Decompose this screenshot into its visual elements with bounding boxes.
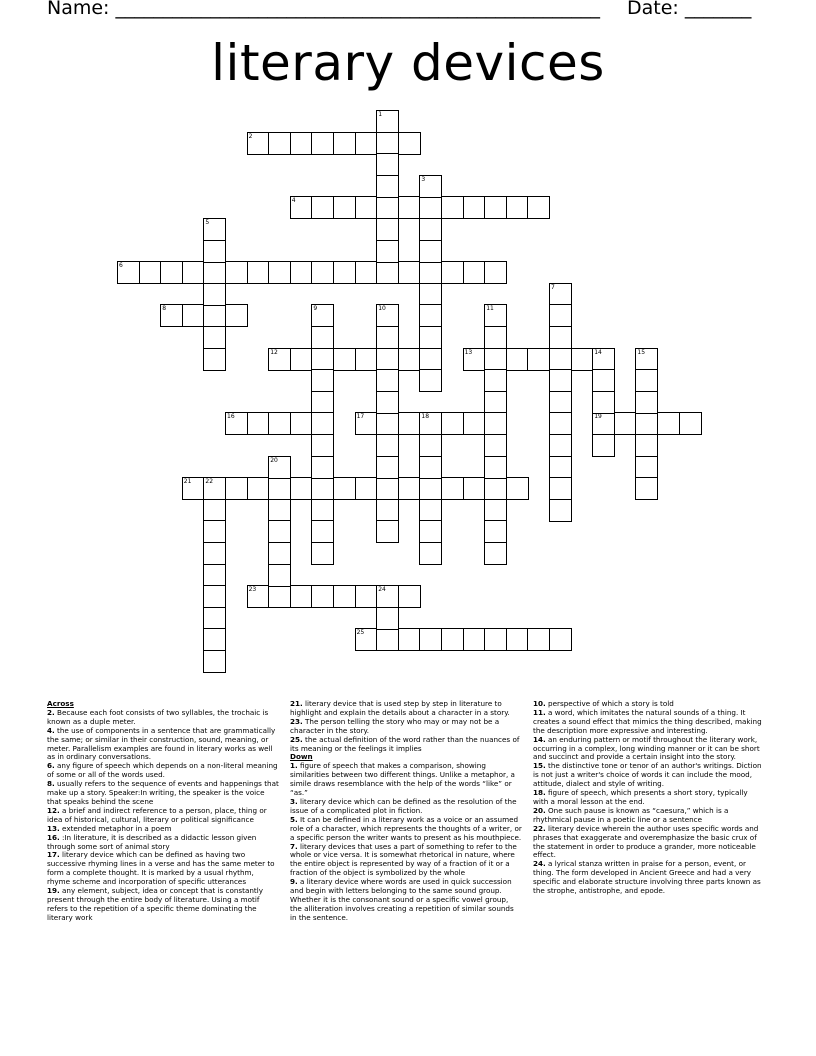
crossword-cell[interactable]: [376, 434, 399, 457]
clue-item-number: 14.: [533, 734, 546, 744]
crossword-cell[interactable]: [549, 326, 572, 349]
crossword-cell[interactable]: [203, 261, 226, 284]
clue-item-text: the distinctive tone or tenor of an author's writings. Diction is not just a writer's choice of words it can include the mood, attitude, dialect and style of writing.: [533, 761, 762, 789]
clue-number: 20: [270, 456, 278, 464]
crossword-cell[interactable]: [635, 412, 658, 435]
crossword-cell[interactable]: [268, 564, 291, 587]
crossword-cell[interactable]: [355, 412, 378, 435]
crossword-cell[interactable]: [182, 304, 205, 327]
clue-item: [47, 851, 279, 887]
clue-item-text: It can be defined in a literary work as a voice or an assumed role of a character, which represents the thoughts of a writer, or a specific person the writer wants to present as his mouthpiece.: [290, 814, 522, 842]
clue-item-number: 10.: [533, 699, 546, 708]
crossword-cell[interactable]: [203, 607, 226, 630]
crossword-cell[interactable]: [203, 477, 226, 500]
crossword-cell[interactable]: [376, 477, 399, 500]
clue-item-number: 18.: [533, 788, 546, 798]
crossword-cell[interactable]: [398, 628, 421, 651]
clue-item-number: 24.: [533, 859, 546, 869]
crossword-cell[interactable]: [484, 520, 507, 543]
crossword-cell[interactable]: [311, 499, 334, 522]
clue-item-text: the use of components in a sentence that are grammatically the same; or similar in their construction, sound, meaning, or meter. Parallelism examples are found in literary works as well as in ordinary conversations.: [47, 725, 276, 762]
crossword-cell[interactable]: [355, 132, 378, 155]
crossword-cell[interactable]: [592, 348, 615, 371]
crossword-cell[interactable]: [376, 585, 399, 608]
crossword-cell[interactable]: [182, 477, 205, 500]
crossword-cell[interactable]: [268, 132, 291, 155]
crossword-cell[interactable]: [268, 499, 291, 522]
crossword-cell[interactable]: [398, 261, 421, 284]
crossword-cell[interactable]: [203, 499, 226, 522]
clue-item-text: usually refers to the sequence of events and happenings that make up a story. Speaker:In writing, the speaker is the voice that speaks behind the scene: [47, 779, 279, 806]
clue-item-number: 20.: [533, 805, 546, 815]
clue-number: 3: [421, 175, 426, 183]
clue-item-text: The person telling the story who may or may not be a character in the story.: [290, 716, 500, 735]
clue-item-text: a literary device where words are used in quick succession and begin with letters belonging to the same sound group. Whether it is the consonant sound or a specific vowel group, the alliteration involves creating a repetition of similar sounds in the sentence.: [290, 877, 514, 922]
crossword-cell[interactable]: [506, 348, 529, 371]
crossword-cell[interactable]: [355, 585, 378, 608]
clue-item-text: a lyrical stanza written in praise for a person, event, or thing. The form developed in Ancient Greece and had a very specific and elaborate structure involving three parts known as the strophe, antistrophe, and epode.: [533, 859, 761, 896]
crossword-cell[interactable]: [268, 456, 291, 479]
clue-item: [47, 807, 279, 825]
clue-item-number: 17.: [47, 850, 60, 860]
crossword-cell[interactable]: [419, 240, 442, 263]
crossword-cell[interactable]: [441, 477, 464, 500]
crossword-cell[interactable]: [376, 132, 399, 155]
clue-item-number: 25.: [290, 734, 303, 744]
crossword-cell[interactable]: [203, 520, 226, 543]
crossword-cell[interactable]: [419, 520, 442, 543]
crossword-cell[interactable]: [419, 542, 442, 565]
crossword-cell[interactable]: [225, 261, 248, 284]
crossword-cell[interactable]: [376, 499, 399, 522]
clue-number: 25: [356, 629, 365, 637]
crossword-cell[interactable]: [203, 650, 226, 673]
clue-number: 1: [378, 111, 383, 118]
clue-number: 14: [594, 348, 602, 356]
crossword-cell[interactable]: [441, 196, 464, 219]
crossword-cell[interactable]: [419, 304, 442, 327]
crossword-cell[interactable]: [549, 412, 572, 435]
crossword-cell[interactable]: [203, 218, 226, 241]
crossword-cell[interactable]: [268, 585, 291, 608]
crossword-cell[interactable]: [506, 196, 529, 219]
clue-item: [47, 834, 279, 852]
crossword-cell[interactable]: [635, 477, 658, 500]
crossword-cell[interactable]: [657, 412, 680, 435]
crossword-cell[interactable]: [484, 412, 507, 435]
crossword-cell[interactable]: [290, 196, 313, 219]
crossword-cell[interactable]: [376, 218, 399, 241]
crossword-cell[interactable]: [160, 304, 183, 327]
clue-item-text: One such pause is known as “caesura,” which is a rhythmical pause in a poetic line or a sentence: [533, 805, 729, 824]
crossword-cell[interactable]: [398, 585, 421, 608]
crossword-cell[interactable]: [311, 304, 334, 327]
clue-item-number: 23.: [290, 716, 303, 726]
clue-item-text: literary device which can be defined as having two successive rhyming lines in a verse and has the same meter to form a complete thought. It is marked by a usual rhythm, rhyme scheme and incorporation of specific utterances: [47, 850, 275, 887]
crossword-cell[interactable]: [311, 261, 334, 284]
clue-number: 15: [637, 348, 646, 356]
crossword-cell[interactable]: [463, 348, 486, 371]
crossword-cell[interactable]: [419, 477, 442, 500]
crossword-cell[interactable]: [463, 628, 486, 651]
crossword-cell[interactable]: [333, 261, 356, 284]
crossword-cell[interactable]: [311, 348, 334, 371]
crossword-cell[interactable]: [376, 456, 399, 479]
crossword-cell[interactable]: [463, 412, 486, 435]
clue-number: 11: [486, 305, 494, 313]
clue-item-number: 2.: [47, 707, 55, 717]
crossword-cell[interactable]: [419, 434, 442, 457]
clue-item: [290, 843, 522, 879]
crossword-cell[interactable]: [549, 434, 572, 457]
clue-item-number: 16.: [47, 832, 60, 842]
clue-number: 16: [227, 413, 235, 421]
clue-item-number: 3.: [290, 796, 298, 806]
clue-number: 22: [205, 478, 214, 486]
crossword-cell[interactable]: [419, 326, 442, 349]
crossword-cell[interactable]: [225, 304, 248, 327]
crossword-cell[interactable]: [290, 261, 313, 284]
clue-item-number: 6.: [47, 761, 55, 771]
crossword-cell[interactable]: [549, 391, 572, 414]
crossword-cell[interactable]: [419, 628, 442, 651]
crossword-cell[interactable]: [484, 391, 507, 414]
crossword-cell[interactable]: [419, 261, 442, 284]
clue-item-text: a word, which imitates the natural sounds of a thing. It creates a sound effect that mimics the thing described, making the description more expressive and interesting.: [533, 707, 762, 735]
clue-item-text: :In literature, it is described as a didactic lesson given through some sort of animal story: [47, 832, 257, 851]
clue-heading: Down: [290, 752, 313, 762]
crossword-cell[interactable]: [592, 369, 615, 392]
crossword-cell[interactable]: [247, 261, 270, 284]
clue-item: [290, 798, 522, 816]
crossword-cell[interactable]: [355, 628, 378, 651]
clue-item-number: 13.: [47, 823, 60, 833]
crossword-cell[interactable]: [484, 456, 507, 479]
clue-item-text: figure of speech, which presents a short story, typically with a moral lesson at the end.: [533, 788, 748, 806]
crossword-cell[interactable]: [419, 499, 442, 522]
clue-item-number: 7.: [290, 841, 298, 851]
crossword-cell[interactable]: [376, 326, 399, 349]
clue-item-text: the actual definition of the word rather than the nuances of its meaning or the feelings it implies: [290, 734, 520, 753]
crossword-cell[interactable]: [549, 499, 572, 522]
clue-item: [290, 700, 522, 718]
crossword-cell[interactable]: [484, 628, 507, 651]
clue-number: 6: [119, 262, 123, 270]
crossword-cell[interactable]: [549, 456, 572, 479]
crossword-cell[interactable]: [549, 304, 572, 327]
crossword-cell[interactable]: [117, 261, 140, 284]
clue-number: 24: [378, 586, 386, 594]
clue-item-text: perspective of which a story is told: [545, 699, 674, 708]
crossword-cell[interactable]: [376, 607, 399, 630]
crossword-cell[interactable]: [311, 196, 334, 219]
crossword-cell[interactable]: [398, 477, 421, 500]
crossword-cell[interactable]: [311, 412, 334, 435]
crossword-cell[interactable]: [268, 348, 291, 371]
clue-item-text: a brief and indirect reference to a person, place, thing or idea of historical, cultural, literary or political significance: [47, 805, 267, 824]
crossword-cell[interactable]: [484, 348, 507, 371]
crossword-cell[interactable]: [376, 412, 399, 435]
clue-item-number: 1.: [290, 761, 298, 771]
crossword-cell[interactable]: [311, 369, 334, 392]
clue-item-text: extended metaphor in a poem: [59, 823, 172, 833]
crossword-cell[interactable]: [441, 261, 464, 284]
crossword-cell[interactable]: [506, 628, 529, 651]
clue-item-number: 15.: [533, 761, 546, 771]
clues-column-1: [47, 700, 279, 923]
crossword-cell[interactable]: [333, 585, 356, 608]
crossword-cell[interactable]: [398, 412, 421, 435]
clue-item-text: Because each foot consists of two syllables, the trochaic is known as a duple meter.: [47, 707, 269, 726]
clue-item-number: 21.: [290, 699, 303, 708]
crossword-cell[interactable]: [441, 412, 464, 435]
clue-item-text: any element, subject, idea or concept that is constantly present through the entire body of literature. Using a motif refers to the repetition of a specific theme dominating the literary work: [47, 886, 263, 922]
crossword-cell[interactable]: [419, 283, 442, 306]
clue-item-text: figure of speech that makes a comparison, showing similarities between two different things. Unlike a metaphor, a simile draws resemblance with the help of the words “like” or “as.”: [290, 761, 515, 798]
clues-column-2: [290, 700, 522, 923]
crossword-cell[interactable]: [376, 391, 399, 414]
crossword-cell[interactable]: [311, 477, 334, 500]
crossword-cell[interactable]: [182, 261, 205, 284]
crossword-cell[interactable]: [527, 348, 550, 371]
crossword-cell[interactable]: [463, 196, 486, 219]
crossword-cell[interactable]: [311, 326, 334, 349]
crossword-cell[interactable]: [247, 585, 270, 608]
crossword-cell[interactable]: [311, 585, 334, 608]
crossword-cell[interactable]: [398, 196, 421, 219]
crossword-cell[interactable]: [376, 369, 399, 392]
crossword-cell[interactable]: [290, 132, 313, 155]
crossword-cell[interactable]: [484, 369, 507, 392]
crossword-cell[interactable]: [463, 261, 486, 284]
clue-item-text: literary device wherein the author uses specific words and phrases that exaggerate and overemphasize the basic crux of the statement in order to produce a grander, more noticeable effect.: [533, 823, 759, 860]
crossword-cell[interactable]: [419, 412, 442, 435]
clue-item: [533, 825, 765, 861]
crossword-cell[interactable]: [203, 240, 226, 263]
crossword-cell[interactable]: [506, 477, 529, 500]
clue-item: [290, 878, 522, 923]
crossword-cell[interactable]: [290, 348, 313, 371]
clue-item-text: literary devices that uses a part of something to refer to the whole or vice versa. It is somewhat rhetorical in nature, where the entire object is represented by way of a fraction of it or a fraction of the object is symbolized by the whole: [290, 841, 517, 878]
crossword-cell[interactable]: [592, 391, 615, 414]
clue-item-number: 11.: [533, 707, 546, 717]
clue-number: 8: [162, 305, 167, 313]
clue-item-number: 4.: [47, 725, 55, 735]
crossword-cell[interactable]: [376, 240, 399, 263]
crossword-cell[interactable]: [419, 348, 442, 371]
crossword-cell[interactable]: [268, 520, 291, 543]
clue-item-number: 12.: [47, 805, 60, 815]
crossword-cell[interactable]: [311, 391, 334, 414]
crossword-cell[interactable]: [333, 348, 356, 371]
clue-item-text: an enduring pattern or motif throughout the literary work, occurring in a complex, long winding manner or it can be short and succinct and provide a certain insight into the story.: [533, 734, 760, 762]
crossword-cell[interactable]: [203, 326, 226, 349]
crossword-cell[interactable]: [419, 456, 442, 479]
clue-number: 18: [421, 413, 430, 421]
clue-item-number: 22.: [533, 823, 546, 833]
crossword-cell[interactable]: [484, 326, 507, 349]
crossword-cell[interactable]: [419, 196, 442, 219]
crossword-cell[interactable]: [225, 412, 248, 435]
crossword-cell[interactable]: [355, 348, 378, 371]
clue-item: [533, 736, 765, 763]
crossword-cell[interactable]: [549, 348, 572, 371]
crossword-cell[interactable]: [268, 261, 291, 284]
crossword-cell[interactable]: [635, 348, 658, 371]
crossword-cell[interactable]: [484, 261, 507, 284]
crossword-cell[interactable]: [139, 261, 162, 284]
crossword-cell[interactable]: [311, 542, 334, 565]
clue-item: [533, 709, 765, 736]
crossword-cell[interactable]: [203, 348, 226, 371]
crossword-cell[interactable]: [160, 261, 183, 284]
crossword-cell[interactable]: [376, 520, 399, 543]
crossword-cell[interactable]: [549, 283, 572, 306]
crossword-cell[interactable]: [355, 196, 378, 219]
crossword-cell[interactable]: [635, 456, 658, 479]
crossword-cell[interactable]: [203, 585, 226, 608]
clue-number: 19: [594, 413, 602, 421]
crossword-cell[interactable]: [290, 477, 313, 500]
clue-item: [290, 718, 522, 736]
clue-item: [290, 762, 522, 798]
clue-item-number: 5.: [290, 814, 298, 824]
page-title: literary devices: [211, 34, 605, 92]
clue-item-text: literary device which can be defined as the resolution of the issue of a complicated plot in fiction.: [290, 796, 517, 815]
clue-item: [47, 780, 279, 807]
crossword-cell[interactable]: [376, 261, 399, 284]
crossword-cell[interactable]: [463, 477, 486, 500]
crossword-cell[interactable]: [355, 477, 378, 500]
crossword-cell[interactable]: [527, 628, 550, 651]
crossword-cell[interactable]: [398, 132, 421, 155]
crossword-cell[interactable]: [484, 477, 507, 500]
clue-item-number: 19.: [47, 886, 60, 896]
clue-item: [533, 789, 765, 807]
crossword-cell[interactable]: [484, 499, 507, 522]
crossword-cell[interactable]: [484, 434, 507, 457]
crossword-cell[interactable]: [635, 434, 658, 457]
crossword-cell[interactable]: [376, 175, 399, 198]
crossword-cell[interactable]: [398, 348, 421, 371]
crossword-cell[interactable]: [549, 477, 572, 500]
crossword-cell[interactable]: [225, 477, 248, 500]
clue-number: 23: [248, 586, 257, 594]
crossword-cell[interactable]: [376, 153, 399, 176]
date-field[interactable]: Date: _______: [627, 0, 752, 19]
crossword-cell[interactable]: [376, 348, 399, 371]
clue-number: 9: [313, 305, 318, 313]
clue-heading: Across: [47, 699, 74, 708]
crossword-cell[interactable]: [203, 283, 226, 306]
crossword-cell[interactable]: [290, 412, 313, 435]
crossword-cell[interactable]: [311, 434, 334, 457]
crossword-cell[interactable]: [635, 391, 658, 414]
crossword-cell[interactable]: [376, 196, 399, 219]
clue-item-text: literary device that is used step by step in literature to highlight and explain the details about a character in a story.: [290, 699, 510, 717]
clue-item: [47, 887, 279, 923]
crossword-cell[interactable]: [614, 412, 637, 435]
clue-item: [47, 762, 279, 780]
crossword-cell[interactable]: [268, 542, 291, 565]
name-field[interactable]: Name: ___________________________________________________: [47, 0, 600, 19]
crossword-cell[interactable]: [333, 477, 356, 500]
crossword-cell[interactable]: [268, 477, 291, 500]
crossword-cell[interactable]: [549, 628, 572, 651]
crossword-cell[interactable]: [484, 304, 507, 327]
crossword-cell[interactable]: [355, 261, 378, 284]
clue-number: 12: [270, 348, 278, 356]
clue-number: 5: [205, 219, 210, 226]
crossword-cell[interactable]: [268, 412, 291, 435]
crossword-cell[interactable]: [247, 412, 270, 435]
crossword-cell[interactable]: [592, 434, 615, 457]
clue-number: 7: [551, 283, 555, 291]
clue-item: [533, 807, 765, 825]
crossword-cell[interactable]: [419, 369, 442, 392]
crossword-cell[interactable]: [247, 132, 270, 155]
clue-number: 4: [291, 197, 296, 205]
clue-item: [533, 762, 765, 789]
clue-item: [47, 709, 279, 727]
crossword-cell[interactable]: [333, 196, 356, 219]
crossword-cell[interactable]: [203, 304, 226, 327]
crossword-cell[interactable]: [203, 564, 226, 587]
crossword-cell[interactable]: [376, 304, 399, 327]
crossword-cell[interactable]: [419, 175, 442, 198]
crossword-cell[interactable]: [484, 196, 507, 219]
clue-item-number: 8.: [47, 779, 55, 789]
crossword-cell[interactable]: [290, 585, 313, 608]
crossword-cell[interactable]: [203, 542, 226, 565]
crossword-cell[interactable]: [203, 628, 226, 651]
clue-number: 13: [464, 348, 473, 356]
crossword-cell[interactable]: [592, 412, 615, 435]
crossword-cell[interactable]: [441, 628, 464, 651]
clue-item: [290, 816, 522, 843]
clue-item-number: 9.: [290, 877, 298, 887]
crossword-cell[interactable]: [311, 132, 334, 155]
clue-number: 21: [183, 478, 192, 486]
crossword-cell[interactable]: [333, 132, 356, 155]
crossword-cell[interactable]: [635, 369, 658, 392]
clue-item: [533, 860, 765, 896]
crossword-cell[interactable]: [527, 196, 550, 219]
crossword-cell[interactable]: [679, 412, 702, 435]
clue-item: [290, 736, 522, 754]
crossword-cell[interactable]: [311, 456, 334, 479]
clue-number: 2: [248, 132, 253, 140]
clue-item: [47, 727, 279, 763]
crossword-cell[interactable]: [311, 520, 334, 543]
clue-number: 10: [378, 305, 386, 313]
crossword-cell[interactable]: [549, 369, 572, 392]
clues-column-3: [533, 700, 765, 896]
crossword-cell[interactable]: [376, 628, 399, 651]
clue-number: 17: [356, 413, 365, 421]
crossword-cell[interactable]: [419, 218, 442, 241]
clue-item-text: any figure of speech which depends on a non-literal meaning of some or all of the words used.: [47, 761, 278, 780]
crossword-cell[interactable]: [376, 110, 399, 133]
crossword-cell[interactable]: [484, 542, 507, 565]
crossword-cell[interactable]: [247, 477, 270, 500]
crossword-cell[interactable]: [571, 348, 594, 371]
